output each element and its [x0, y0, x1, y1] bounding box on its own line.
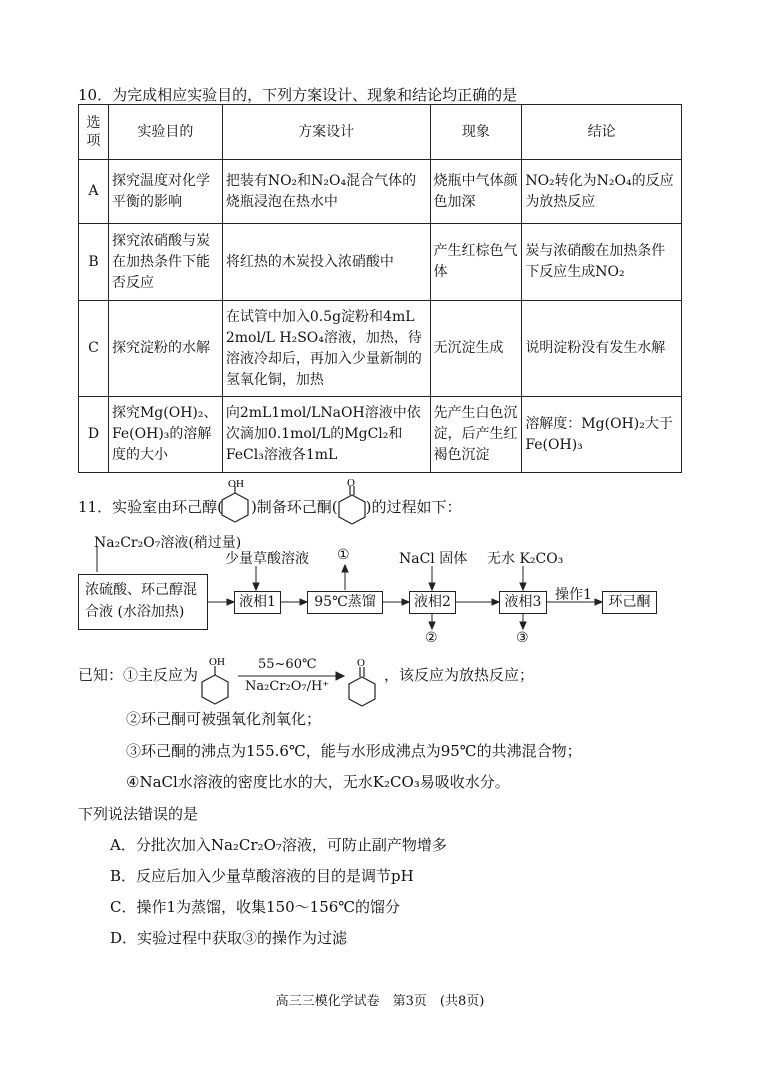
cell-design: 把装有NO₂和N₂O₄混合气体的烧瓶浸泡在热水中 [222, 160, 430, 224]
cell-option: B [79, 224, 109, 301]
cell-option: D [79, 397, 109, 473]
cell-phenomenon: 产生红棕色气体 [430, 224, 522, 301]
cell-design: 向2mL1mol/LNaOH溶液中依次滴加0.1mol/L的MgCl₂和FeCl₃溶液各1mL [222, 397, 430, 473]
cell-phenomenon: 无沉淀生成 [430, 301, 522, 397]
cyclohexanone-structure [339, 486, 365, 524]
cell-purpose: 探究温度对化学平衡的影响 [108, 160, 222, 224]
header-option: 选 项 [79, 105, 109, 160]
known-2: ②环己酮可被强氧化剂氧化； [126, 710, 322, 728]
box-cyclohexanone: 环己酮 [602, 591, 657, 614]
reagent-oxalic: 少量草酸溶液 [225, 551, 309, 567]
cell-design: 在试管中加入0.5g淀粉和4mL 2mol/L H₂SO₄溶液，加热，待溶液冷却后，再加入少量新制的氢氧化铜，加热 [222, 301, 430, 397]
q11-title-mid: )制备环己酮( [250, 498, 338, 516]
product-mark-1: ① [337, 547, 350, 563]
cell-purpose: 探究Mg(OH)₂、Fe(OH)₃的溶解度的大小 [108, 397, 222, 473]
cell-purpose: 探究浓硝酸与炭在加热条件下能否反应 [108, 224, 222, 301]
box-liquid-2: 液相2 [409, 591, 456, 614]
known-3: ③环己酮的沸点为155.6℃，能与水形成沸点为95℃的共沸混合物； [126, 742, 582, 760]
reagent-nacl: NaCl 固体 [399, 551, 468, 567]
condition-temperature: 55~60℃ [258, 657, 317, 672]
known-4: ④NaCl水溶液的密度比水的大，无水K₂CO₃易吸收水分。 [126, 773, 510, 791]
box-distillation: 95℃蒸馏 [307, 591, 383, 614]
condition-reagent: Na₂Cr₂O₇/H⁺ [245, 679, 330, 694]
q11-title-pre: 11．实验室由环己醇( [78, 498, 223, 516]
header-purpose: 实验目的 [108, 105, 222, 160]
option-c: C．操作1为蒸馏，收集150～156℃的馏分 [110, 898, 401, 916]
svg-text:OH: OH [209, 656, 225, 668]
known-label: 已知：①主反应为 [78, 666, 199, 684]
svg-text:O: O [357, 657, 365, 669]
cell-option: C [79, 301, 109, 397]
cell-conclusion: 炭与浓硝酸在加热条件下反应生成NO₂ [522, 224, 682, 301]
option-b: B．反应后加入少量草酸溶液的目的是调节pH [110, 867, 414, 885]
cyclohexanol-structure [222, 486, 248, 522]
cell-phenomenon: 先产生白色沉淀，后产生红褐色沉淀 [430, 397, 522, 473]
operation-1-label: 操作1 [555, 587, 592, 603]
cell-design: 将红热的木炭投入浓硝酸中 [222, 224, 430, 301]
reactant-structure [202, 666, 228, 704]
question-10-title: 10．为完成相应实验目的，下列方案设计、现象和结论均正确的是 [78, 86, 518, 104]
box-mixture: 浓硫酸、环己醇混合液 (水浴加热) [78, 574, 208, 630]
q11-title-post: )的过程如下： [365, 498, 462, 516]
page-footer: 高三三模化学试卷 第3页 (共8页) [275, 994, 485, 1009]
header-design: 方案设计 [222, 105, 430, 160]
question-prompt: 下列说法错误的是 [78, 805, 199, 823]
option-d: D．实验过程中获取③的操作为过滤 [110, 929, 348, 947]
cell-conclusion: 溶解度：Mg(OH)₂大于Fe(OH)₃ [522, 397, 682, 473]
header-phenomenon: 现象 [430, 105, 522, 160]
cell-purpose: 探究淀粉的水解 [108, 301, 222, 397]
box-liquid-1: 液相1 [234, 591, 281, 614]
product-mark-3: ③ [516, 630, 529, 646]
product-mark-2: ② [425, 630, 438, 646]
o-label: O [347, 477, 355, 489]
cell-conclusion: 说明淀粉没有发生水解 [522, 301, 682, 397]
reagent-k2co3: 无水 K₂CO₃ [487, 551, 564, 567]
cell-phenomenon: 烧瓶中气体颜色加深 [430, 160, 522, 224]
product-structure [349, 667, 375, 706]
box-liquid-3: 液相3 [499, 591, 547, 614]
header-conclusion: 结论 [522, 105, 682, 160]
oh-label: OH [228, 478, 244, 490]
reagent-dichromate: Na₂Cr₂O₇溶液(稍过量) [94, 535, 242, 551]
known-1-tail: ，该反应为放热反应； [384, 666, 535, 684]
option-a: A．分批次加入Na₂Cr₂O₇溶液，可防止副产物增多 [110, 836, 447, 854]
cell-conclusion: NO₂转化为N₂O₄的反应为放热反应 [522, 160, 682, 224]
cell-option: A [79, 160, 109, 224]
